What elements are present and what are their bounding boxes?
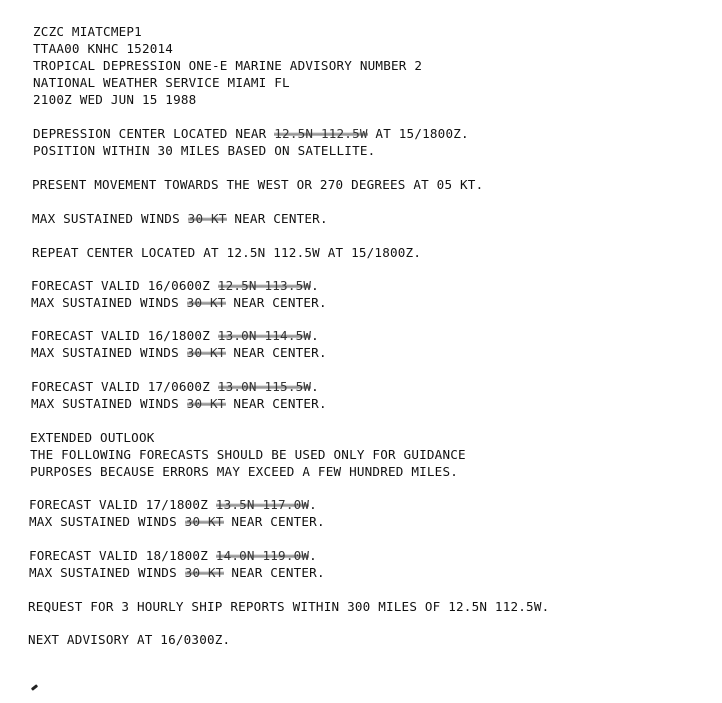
winds-suffix: NEAR CENTER. (223, 514, 325, 529)
extended-forecast-line (29, 548, 317, 564)
present-movement: PRESENT MOVEMENT TOWARDS THE WEST OR 270 DEGREES AT 05 KT. (32, 177, 484, 192)
forecast-position: 13.0N 115.5W (217, 379, 312, 394)
center-position: 12.5N 112.5W (274, 126, 368, 141)
forecast-valid-time: FORECAST VALID 17/1800Z (29, 497, 216, 512)
current-winds-line (32, 211, 328, 227)
center-location-prefix: DEPRESSION CENTER LOCATED NEAR (33, 126, 275, 141)
forecast-valid-time: FORECAST VALID 18/1800Z (29, 548, 216, 563)
forecast-valid-time: FORECAST VALID 16/1800Z (31, 328, 218, 343)
forecast-position: 14.0N 119.0W (215, 548, 310, 563)
forecast-line (31, 278, 319, 294)
ink-speck (31, 684, 38, 691)
forecast-suffix: . (311, 328, 319, 343)
forecast-winds-line (31, 396, 327, 412)
winds-prefix: MAX SUSTAINED WINDS (32, 211, 188, 226)
forecast-winds-line (31, 345, 327, 361)
winds-value: 30 KT (186, 396, 226, 411)
forecast-valid-time: FORECAST VALID 16/0600Z (31, 278, 218, 293)
outlook-heading: EXTENDED OUTLOOK (30, 430, 155, 445)
issuing-office: NATIONAL WEATHER SERVICE MIAMI FL (33, 75, 290, 90)
forecast-suffix: . (309, 548, 317, 563)
winds-prefix: MAX SUSTAINED WINDS (29, 565, 185, 580)
forecast-line (31, 379, 319, 395)
forecast-suffix: . (311, 379, 319, 394)
issue-time: 2100Z WED JUN 15 1988 (33, 92, 197, 107)
forecast-suffix: . (309, 497, 317, 512)
header-wmo-id: TTAA00 KNHC 152014 (33, 41, 174, 56)
header-code: ZCZC MIATCMEP1 (33, 24, 142, 39)
winds-prefix: MAX SUSTAINED WINDS (31, 345, 187, 360)
extended-winds-line (29, 565, 325, 581)
winds-suffix: NEAR CENTER. (223, 565, 325, 580)
forecast-winds-line (31, 295, 327, 311)
center-location-suffix: AT 15/1800Z. (367, 126, 469, 141)
winds-prefix: MAX SUSTAINED WINDS (29, 514, 185, 529)
extended-forecast-line (29, 497, 317, 513)
winds-prefix: MAX SUSTAINED WINDS (31, 396, 187, 411)
forecast-position: 13.5N 117.0W (215, 497, 310, 512)
forecast-line (31, 328, 319, 344)
winds-suffix: NEAR CENTER. (225, 345, 327, 360)
position-accuracy: POSITION WITHIN 30 MILES BASED ON SATELLITE. (33, 143, 376, 158)
advisory-title: TROPICAL DEPRESSION ONE-E MARINE ADVISORY NUMBER 2 (33, 58, 423, 73)
winds-value: 30 KT (184, 514, 224, 529)
winds-suffix: NEAR CENTER. (226, 211, 328, 226)
next-advisory: NEXT ADVISORY AT 16/0300Z. (28, 632, 231, 647)
forecast-position: 13.0N 114.5W (217, 328, 312, 343)
winds-value: 30 KT (184, 565, 224, 580)
winds-value: 30 KT (186, 345, 226, 360)
outlook-note: PURPOSES BECAUSE ERRORS MAY EXCEED A FEW HUNDRED MILES. (30, 464, 459, 479)
winds-prefix: MAX SUSTAINED WINDS (31, 295, 187, 310)
winds-value: 30 KT (187, 211, 227, 226)
ship-report-request: REQUEST FOR 3 HOURLY SHIP REPORTS WITHIN 300 MILES OF 12.5N 112.5W. (28, 599, 550, 614)
forecast-valid-time: FORECAST VALID 17/0600Z (31, 379, 218, 394)
winds-suffix: NEAR CENTER. (225, 396, 327, 411)
extended-winds-line (29, 514, 325, 530)
winds-suffix: NEAR CENTER. (225, 295, 327, 310)
center-location-line (33, 126, 469, 142)
outlook-note: THE FOLLOWING FORECASTS SHOULD BE USED ONLY FOR GUIDANCE (30, 447, 466, 462)
winds-value: 30 KT (186, 295, 226, 310)
forecast-position: 12.5N 113.5W (217, 278, 312, 293)
repeat-center: REPEAT CENTER LOCATED AT 12.5N 112.5W AT 15/1800Z. (32, 245, 422, 260)
forecast-suffix: . (311, 278, 319, 293)
